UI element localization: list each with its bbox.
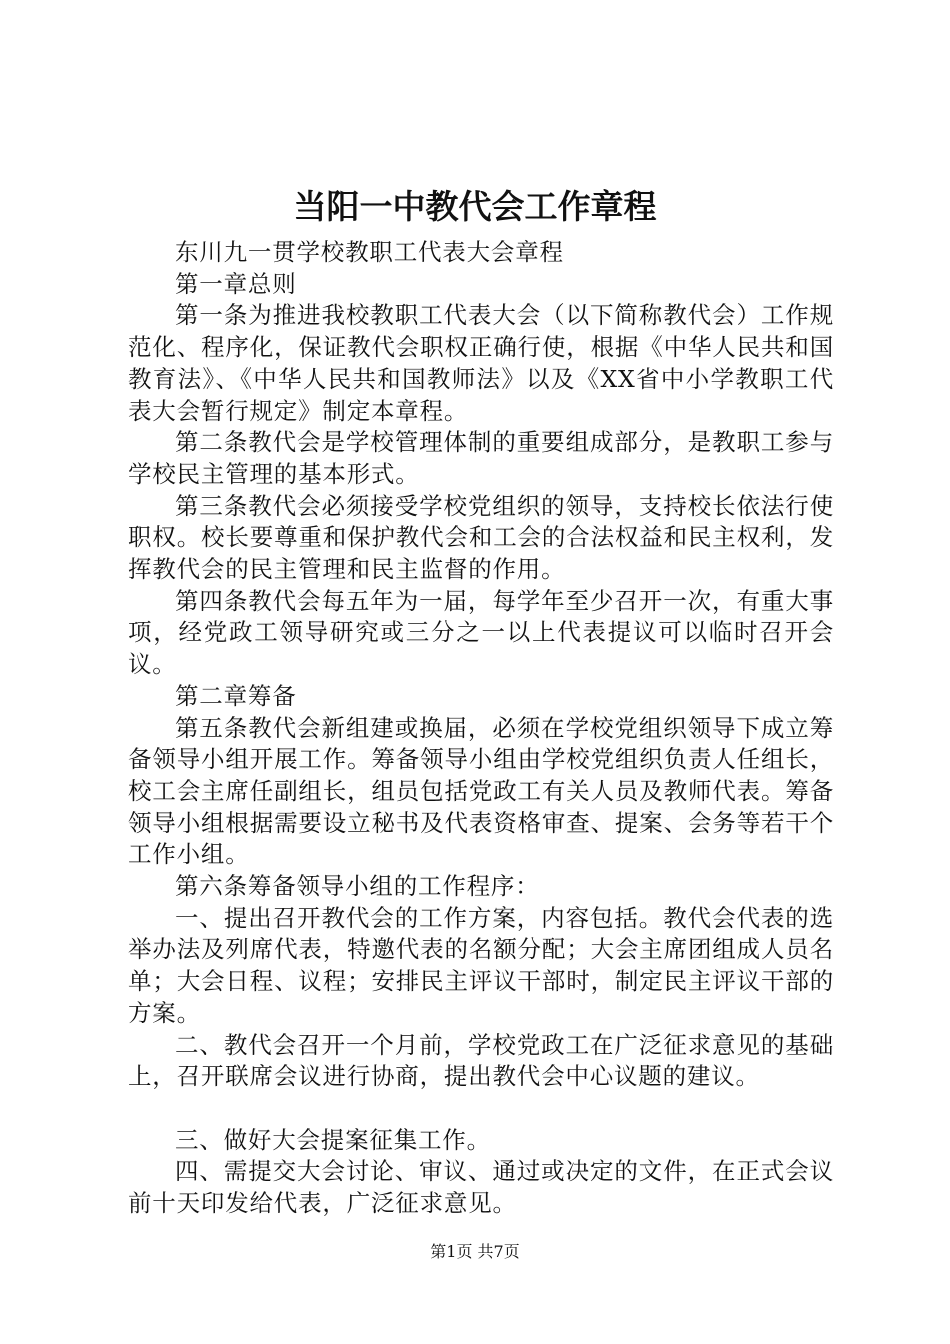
document-title: 当阳一中教代会工作章程 [293, 187, 657, 226]
paragraph: 二、教代会召开一个月前，学校党政工在广泛征求意见的基础上，召开联席会议进行协商，提出教代会中心议题的建议。 [128, 1030, 834, 1091]
paragraph: 三、做好大会提案征集工作。 [175, 1125, 491, 1154]
paragraph: 第四条教代会每五年为一届，每学年至少召开一次，有重大事项，经党政工领导研究或三分之一以上代表提议可以临时召开会议。 [128, 586, 834, 679]
paragraph: 第一章总则 [175, 269, 297, 298]
paragraph: 第二章筹备 [175, 681, 297, 710]
paragraph: 第一条为推进我校教职工代表大会（以下简称教代会）工作规范化、程序化，保证教代会职权正确行使，根据《中华人民共和国教育法》、《中华人民共和国教师法》以及《XX省中小学教职工代表大会暂行规定》制定本章程。 [128, 301, 834, 425]
paragraph: 第三条教代会必须接受学校党组织的领导，支持校长依法行使职权。校长要尊重和保护教代会和工会的合法权益和民主权利，发挥教代会的民主管理和民主监督的作用。 [128, 491, 834, 584]
paragraph: 四、需提交大会讨论、审议、通过或决定的文件，在正式会议前十天印发给代表，广泛征求意见。 [128, 1157, 834, 1218]
paragraph: 第二条教代会是学校管理体制的重要组成部分，是教职工参与学校民主管理的基本形式。 [128, 428, 834, 488]
document-body [128, 237, 834, 1220]
page-footer: 第1页 共7页 [430, 1242, 520, 1261]
paragraph: 东川九一贯学校教职工代表大会章程 [175, 238, 564, 266]
paragraph: 一、提出召开教代会的工作方案，内容包括。教代会代表的选举办法及列席代表，特邀代表的名额分配；大会主席团组成人员名单；大会日程、议程；安排民主评议干部时，制定民主评议干部的方案。 [128, 903, 834, 1027]
paragraph: 第六条筹备领导小组的工作程序： [175, 872, 540, 901]
paragraph: 第五条教代会新组建或换届，必须在学校党组织领导下成立筹备领导小组开展工作。筹备领导小组由学校党组织负责人任组长，校工会主席任副组长，组员包括党政工有关人员及教师代表。筹备领导小组根据需要设立秘书及代表资格审查、提案、会务等若干个工作小组。 [128, 713, 834, 869]
